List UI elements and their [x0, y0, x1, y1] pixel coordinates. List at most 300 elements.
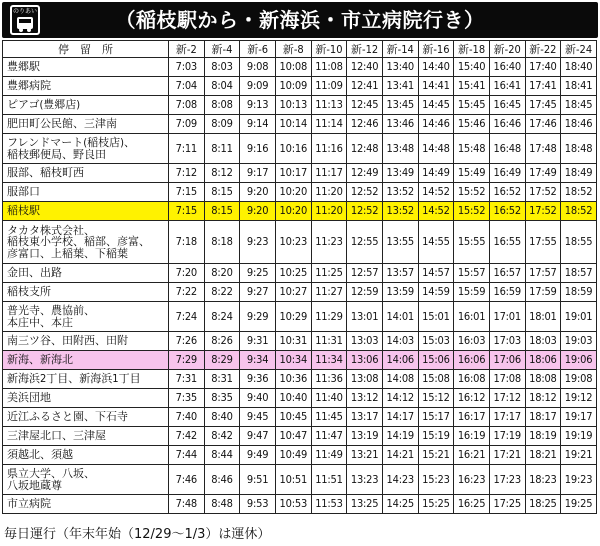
- departure-time: 13:12: [347, 389, 383, 408]
- table-row: [3, 465, 597, 495]
- departure-time: 16:48: [489, 134, 525, 164]
- departure-time: 8:12: [204, 164, 240, 183]
- departure-time: 18:46: [561, 115, 597, 134]
- departure-time: 18:49: [561, 164, 597, 183]
- departure-time: 17:40: [525, 58, 561, 77]
- departure-time: 13:25: [347, 495, 383, 514]
- departure-time: 8:40: [204, 408, 240, 427]
- departure-time: 11:40: [311, 389, 347, 408]
- stop-name: 稲枝駅: [3, 202, 169, 221]
- departure-time: 7:03: [169, 58, 205, 77]
- departure-time: 11:25: [311, 264, 347, 283]
- departure-time: 9:20: [240, 202, 276, 221]
- departure-time: 15:06: [418, 351, 454, 370]
- departure-time: 11:09: [311, 77, 347, 96]
- departure-time: 14:52: [418, 202, 454, 221]
- departure-time: 9:09: [240, 77, 276, 96]
- departure-time: 16:49: [489, 164, 525, 183]
- departure-time: 10:36: [275, 370, 311, 389]
- departure-time: 15:46: [454, 115, 490, 134]
- departure-time: 16:12: [454, 389, 490, 408]
- departure-time: 17:08: [489, 370, 525, 389]
- departure-time: 11:51: [311, 465, 347, 495]
- departure-time: 15:25: [418, 495, 454, 514]
- departure-time: 16:01: [454, 302, 490, 332]
- departure-time: 17:06: [489, 351, 525, 370]
- departure-time: 12:40: [347, 58, 383, 77]
- departure-time: 16:55: [489, 221, 525, 264]
- departure-time: 8:29: [204, 351, 240, 370]
- departure-time: 16:57: [489, 264, 525, 283]
- departure-time: 13:45: [382, 96, 418, 115]
- departure-time: 10:27: [275, 283, 311, 302]
- departure-time: 9:53: [240, 495, 276, 514]
- departure-time: 18:59: [561, 283, 597, 302]
- departure-time: 13:46: [382, 115, 418, 134]
- timetable-body: [3, 58, 597, 514]
- departure-time: 10:25: [275, 264, 311, 283]
- departure-time: 10:16: [275, 134, 311, 164]
- table-row: [3, 283, 597, 302]
- departure-time: 17:25: [489, 495, 525, 514]
- stop-name: 三津屋北口、三津屋: [3, 427, 169, 446]
- departure-time: 18:55: [561, 221, 597, 264]
- departure-time: 14:40: [418, 58, 454, 77]
- title-bar: [2, 2, 598, 38]
- departure-time: 11:49: [311, 446, 347, 465]
- table-row: [3, 96, 597, 115]
- stop-name: 豊郷駅: [3, 58, 169, 77]
- stop-name: タカタ株式会社、 稲枝東小学校、稲部、彦富、 彦富口、上稲葉、下稲葉: [3, 221, 169, 264]
- departure-time: 14:08: [382, 370, 418, 389]
- departure-time: 13:49: [382, 164, 418, 183]
- departure-time: 17:41: [525, 77, 561, 96]
- timetable: [2, 40, 596, 514]
- departure-time: 9:27: [240, 283, 276, 302]
- departure-time: 10:47: [275, 427, 311, 446]
- departure-time: 8:24: [204, 302, 240, 332]
- departure-time: 8:03: [204, 58, 240, 77]
- departure-time: 14:57: [418, 264, 454, 283]
- stop-name: 市立病院: [3, 495, 169, 514]
- stop-name: 金田、出路: [3, 264, 169, 283]
- departure-time: 19:06: [561, 351, 597, 370]
- departure-time: 16:06: [454, 351, 490, 370]
- departure-time: 11:20: [311, 183, 347, 202]
- departure-time: 11:47: [311, 427, 347, 446]
- departure-time: 15:19: [418, 427, 454, 446]
- stop-name: 新海、新海北: [3, 351, 169, 370]
- departure-time: 16:17: [454, 408, 490, 427]
- page-title: （稲枝駅から・新海浜・市立病院行き）: [115, 8, 485, 32]
- departure-time: 15:23: [418, 465, 454, 495]
- departure-time: 12:52: [347, 202, 383, 221]
- departure-time: 19:21: [561, 446, 597, 465]
- departure-time: 7:44: [169, 446, 205, 465]
- departure-time: 12:48: [347, 134, 383, 164]
- trip-header: 新-8: [275, 41, 311, 58]
- departure-time: 14:49: [418, 164, 454, 183]
- table-row: [3, 115, 597, 134]
- departure-time: 13:57: [382, 264, 418, 283]
- trip-header: 新-12: [347, 41, 383, 58]
- departure-time: 17:21: [489, 446, 525, 465]
- departure-time: 7:15: [169, 202, 205, 221]
- departure-time: 8:35: [204, 389, 240, 408]
- stop-column-header: 停 留 所: [3, 41, 169, 58]
- table-row: [3, 370, 597, 389]
- departure-time: 16:59: [489, 283, 525, 302]
- departure-time: 14:06: [382, 351, 418, 370]
- departure-time: 14:25: [382, 495, 418, 514]
- departure-time: 7:12: [169, 164, 205, 183]
- departure-time: 18:21: [525, 446, 561, 465]
- table-row: [3, 202, 597, 221]
- departure-time: 13:23: [347, 465, 383, 495]
- departure-time: 13:48: [382, 134, 418, 164]
- departure-time: 18:17: [525, 408, 561, 427]
- departure-time: 7:18: [169, 221, 205, 264]
- departure-time: 16:21: [454, 446, 490, 465]
- departure-time: 18:25: [525, 495, 561, 514]
- departure-time: 9:47: [240, 427, 276, 446]
- departure-time: 7:09: [169, 115, 205, 134]
- departure-time: 17:03: [489, 332, 525, 351]
- departure-time: 11:45: [311, 408, 347, 427]
- departure-time: 10:17: [275, 164, 311, 183]
- footnote: 毎日運行（年末年始（12/29～1/3）は運休）: [4, 527, 271, 542]
- departure-time: 10:49: [275, 446, 311, 465]
- departure-time: 12:45: [347, 96, 383, 115]
- departure-time: 15:21: [418, 446, 454, 465]
- departure-time: 9:20: [240, 183, 276, 202]
- trip-header: 新-20: [489, 41, 525, 58]
- departure-time: 11:17: [311, 164, 347, 183]
- departure-time: 15:40: [454, 58, 490, 77]
- departure-time: 17:19: [489, 427, 525, 446]
- departure-time: 9:51: [240, 465, 276, 495]
- departure-time: 15:48: [454, 134, 490, 164]
- trip-header: 新-6: [240, 41, 276, 58]
- departure-time: 14:52: [418, 183, 454, 202]
- departure-time: 8:42: [204, 427, 240, 446]
- departure-time: 10:23: [275, 221, 311, 264]
- departure-time: 18:23: [525, 465, 561, 495]
- departure-time: 7:11: [169, 134, 205, 164]
- departure-time: 13:03: [347, 332, 383, 351]
- departure-time: 14:23: [382, 465, 418, 495]
- departure-time: 15:17: [418, 408, 454, 427]
- departure-time: 13:01: [347, 302, 383, 332]
- table-row: [3, 77, 597, 96]
- departure-time: 10:45: [275, 408, 311, 427]
- departure-time: 19:01: [561, 302, 597, 332]
- departure-time: 8:09: [204, 115, 240, 134]
- departure-time: 8:04: [204, 77, 240, 96]
- departure-time: 18:41: [561, 77, 597, 96]
- departure-time: 9:40: [240, 389, 276, 408]
- departure-time: 10:20: [275, 183, 311, 202]
- departure-time: 11:29: [311, 302, 347, 332]
- departure-time: 10:34: [275, 351, 311, 370]
- departure-time: 16:46: [489, 115, 525, 134]
- stop-name: 服部口: [3, 183, 169, 202]
- departure-time: 9:45: [240, 408, 276, 427]
- departure-time: 13:19: [347, 427, 383, 446]
- stop-name: 普光寺、農協前、 本庄中、本庄: [3, 302, 169, 332]
- departure-time: 15:12: [418, 389, 454, 408]
- departure-time: 17:57: [525, 264, 561, 283]
- departure-time: 17:49: [525, 164, 561, 183]
- departure-time: 8:46: [204, 465, 240, 495]
- departure-time: 18:52: [561, 202, 597, 221]
- departure-time: 9:31: [240, 332, 276, 351]
- departure-time: 8:11: [204, 134, 240, 164]
- departure-time: 7:31: [169, 370, 205, 389]
- departure-time: 10:29: [275, 302, 311, 332]
- departure-time: 17:52: [525, 183, 561, 202]
- departure-time: 19:08: [561, 370, 597, 389]
- departure-time: 10:51: [275, 465, 311, 495]
- departure-time: 8:20: [204, 264, 240, 283]
- departure-time: 8:15: [204, 202, 240, 221]
- trip-header: 新-16: [418, 41, 454, 58]
- stop-name: 肥田町公民館、三津南: [3, 115, 169, 134]
- departure-time: 16:41: [489, 77, 525, 96]
- departure-time: 16:40: [489, 58, 525, 77]
- table-row: [3, 427, 597, 446]
- table-row: [3, 134, 597, 164]
- departure-time: 16:25: [454, 495, 490, 514]
- departure-time: 9:36: [240, 370, 276, 389]
- departure-time: 7:15: [169, 183, 205, 202]
- table-row: [3, 302, 597, 332]
- departure-time: 13:59: [382, 283, 418, 302]
- departure-time: 16:45: [489, 96, 525, 115]
- trip-header: 新-22: [525, 41, 561, 58]
- departure-time: 16:08: [454, 370, 490, 389]
- trip-header: 新-18: [454, 41, 490, 58]
- departure-time: 9:08: [240, 58, 276, 77]
- departure-time: 15:01: [418, 302, 454, 332]
- table-row: [3, 164, 597, 183]
- departure-time: 17:23: [489, 465, 525, 495]
- departure-time: 14:41: [418, 77, 454, 96]
- departure-time: 12:57: [347, 264, 383, 283]
- departure-time: 15:57: [454, 264, 490, 283]
- departure-time: 14:59: [418, 283, 454, 302]
- departure-time: 11:36: [311, 370, 347, 389]
- departure-time: 11:14: [311, 115, 347, 134]
- departure-time: 13:06: [347, 351, 383, 370]
- departure-time: 18:12: [525, 389, 561, 408]
- trip-header: 新-14: [382, 41, 418, 58]
- departure-time: 7:24: [169, 302, 205, 332]
- departure-time: 15:08: [418, 370, 454, 389]
- departure-time: 7:29: [169, 351, 205, 370]
- departure-time: 9:13: [240, 96, 276, 115]
- trip-header: 新-4: [204, 41, 240, 58]
- trip-header: 新-2: [169, 41, 205, 58]
- trip-header: 新-24: [561, 41, 597, 58]
- departure-time: 11:13: [311, 96, 347, 115]
- departure-time: 8:44: [204, 446, 240, 465]
- departure-time: 11:23: [311, 221, 347, 264]
- departure-time: 18:08: [525, 370, 561, 389]
- stop-name: 県立大学、八坂、 八坂地蔵尊: [3, 465, 169, 495]
- departure-time: 17:55: [525, 221, 561, 264]
- departure-time: 13:41: [382, 77, 418, 96]
- departure-time: 18:57: [561, 264, 597, 283]
- departure-time: 13:08: [347, 370, 383, 389]
- departure-time: 14:01: [382, 302, 418, 332]
- departure-time: 8:22: [204, 283, 240, 302]
- departure-time: 11:34: [311, 351, 347, 370]
- departure-time: 9:16: [240, 134, 276, 164]
- departure-time: 7:20: [169, 264, 205, 283]
- departure-time: 18:06: [525, 351, 561, 370]
- departure-time: 18:40: [561, 58, 597, 77]
- table-row: [3, 221, 597, 264]
- departure-time: 13:40: [382, 58, 418, 77]
- departure-time: 10:08: [275, 58, 311, 77]
- stop-name: 美浜団地: [3, 389, 169, 408]
- departure-time: 19:12: [561, 389, 597, 408]
- departure-time: 15:59: [454, 283, 490, 302]
- departure-time: 9:14: [240, 115, 276, 134]
- departure-time: 9:23: [240, 221, 276, 264]
- departure-time: 19:17: [561, 408, 597, 427]
- departure-time: 13:52: [382, 183, 418, 202]
- departure-time: 8:26: [204, 332, 240, 351]
- departure-time: 14:55: [418, 221, 454, 264]
- departure-time: 17:52: [525, 202, 561, 221]
- departure-time: 19:25: [561, 495, 597, 514]
- table-row: [3, 264, 597, 283]
- departure-time: 13:52: [382, 202, 418, 221]
- stop-name: 豊郷病院: [3, 77, 169, 96]
- departure-time: 17:48: [525, 134, 561, 164]
- departure-time: 16:52: [489, 183, 525, 202]
- departure-time: 18:03: [525, 332, 561, 351]
- departure-time: 11:08: [311, 58, 347, 77]
- departure-time: 9:29: [240, 302, 276, 332]
- departure-time: 15:41: [454, 77, 490, 96]
- stop-name: 稲枝支所: [3, 283, 169, 302]
- departure-time: 14:45: [418, 96, 454, 115]
- departure-time: 7:42: [169, 427, 205, 446]
- departure-time: 7:04: [169, 77, 205, 96]
- departure-time: 10:53: [275, 495, 311, 514]
- departure-time: 11:53: [311, 495, 347, 514]
- departure-time: 9:34: [240, 351, 276, 370]
- departure-time: 15:03: [418, 332, 454, 351]
- table-row: [3, 389, 597, 408]
- timetable-grid: [2, 40, 597, 514]
- departure-time: 18:19: [525, 427, 561, 446]
- departure-time: 12:55: [347, 221, 383, 264]
- departure-time: 11:27: [311, 283, 347, 302]
- departure-time: 7:46: [169, 465, 205, 495]
- departure-time: 7:26: [169, 332, 205, 351]
- departure-time: 9:49: [240, 446, 276, 465]
- departure-time: 10:14: [275, 115, 311, 134]
- departure-time: 13:21: [347, 446, 383, 465]
- departure-time: 17:46: [525, 115, 561, 134]
- departure-time: 13:55: [382, 221, 418, 264]
- departure-time: 17:17: [489, 408, 525, 427]
- departure-time: 8:48: [204, 495, 240, 514]
- header-row: [3, 41, 597, 58]
- departure-time: 7:35: [169, 389, 205, 408]
- departure-time: 17:12: [489, 389, 525, 408]
- departure-time: 8:18: [204, 221, 240, 264]
- table-row: [3, 183, 597, 202]
- departure-time: 7:08: [169, 96, 205, 115]
- departure-time: 16:52: [489, 202, 525, 221]
- departure-time: 18:01: [525, 302, 561, 332]
- departure-time: 12:41: [347, 77, 383, 96]
- stop-name: ピアゴ(豊郷店): [3, 96, 169, 115]
- departure-time: 19:23: [561, 465, 597, 495]
- departure-time: 12:52: [347, 183, 383, 202]
- stop-name: フレンドマート(稲枝店)、 稲枝郵便局、野良田: [3, 134, 169, 164]
- departure-time: 13:17: [347, 408, 383, 427]
- departure-time: 18:48: [561, 134, 597, 164]
- departure-time: 14:17: [382, 408, 418, 427]
- departure-time: 19:19: [561, 427, 597, 446]
- departure-time: 14:46: [418, 115, 454, 134]
- departure-time: 14:03: [382, 332, 418, 351]
- departure-time: 7:48: [169, 495, 205, 514]
- table-row: [3, 351, 597, 370]
- stop-name: 近江ふるさと園、下石寺: [3, 408, 169, 427]
- stop-name: 新海浜2丁目、新海浜1丁目: [3, 370, 169, 389]
- departure-time: 18:52: [561, 183, 597, 202]
- departure-time: 14:12: [382, 389, 418, 408]
- trip-header: 新-10: [311, 41, 347, 58]
- table-row: [3, 332, 597, 351]
- departure-time: 9:17: [240, 164, 276, 183]
- table-row: [3, 495, 597, 514]
- departure-time: 14:21: [382, 446, 418, 465]
- stop-name: 南三ツ谷、田附西、田附: [3, 332, 169, 351]
- departure-time: 7:40: [169, 408, 205, 427]
- table-row: [3, 446, 597, 465]
- departure-time: 15:55: [454, 221, 490, 264]
- departure-time: 17:45: [525, 96, 561, 115]
- departure-time: 12:59: [347, 283, 383, 302]
- stop-name: 服部、稲枝町西: [3, 164, 169, 183]
- departure-time: 8:08: [204, 96, 240, 115]
- departure-time: 10:31: [275, 332, 311, 351]
- stop-name: 須越北、須越: [3, 446, 169, 465]
- departure-time: 16:19: [454, 427, 490, 446]
- departure-time: 14:48: [418, 134, 454, 164]
- departure-time: 8:31: [204, 370, 240, 389]
- departure-time: 15:52: [454, 202, 490, 221]
- departure-time: 10:09: [275, 77, 311, 96]
- departure-time: 12:49: [347, 164, 383, 183]
- departure-time: 18:45: [561, 96, 597, 115]
- departure-time: 15:45: [454, 96, 490, 115]
- departure-time: 17:59: [525, 283, 561, 302]
- departure-time: 7:22: [169, 283, 205, 302]
- departure-time: 15:49: [454, 164, 490, 183]
- departure-time: 19:03: [561, 332, 597, 351]
- departure-time: 14:19: [382, 427, 418, 446]
- departure-time: 10:20: [275, 202, 311, 221]
